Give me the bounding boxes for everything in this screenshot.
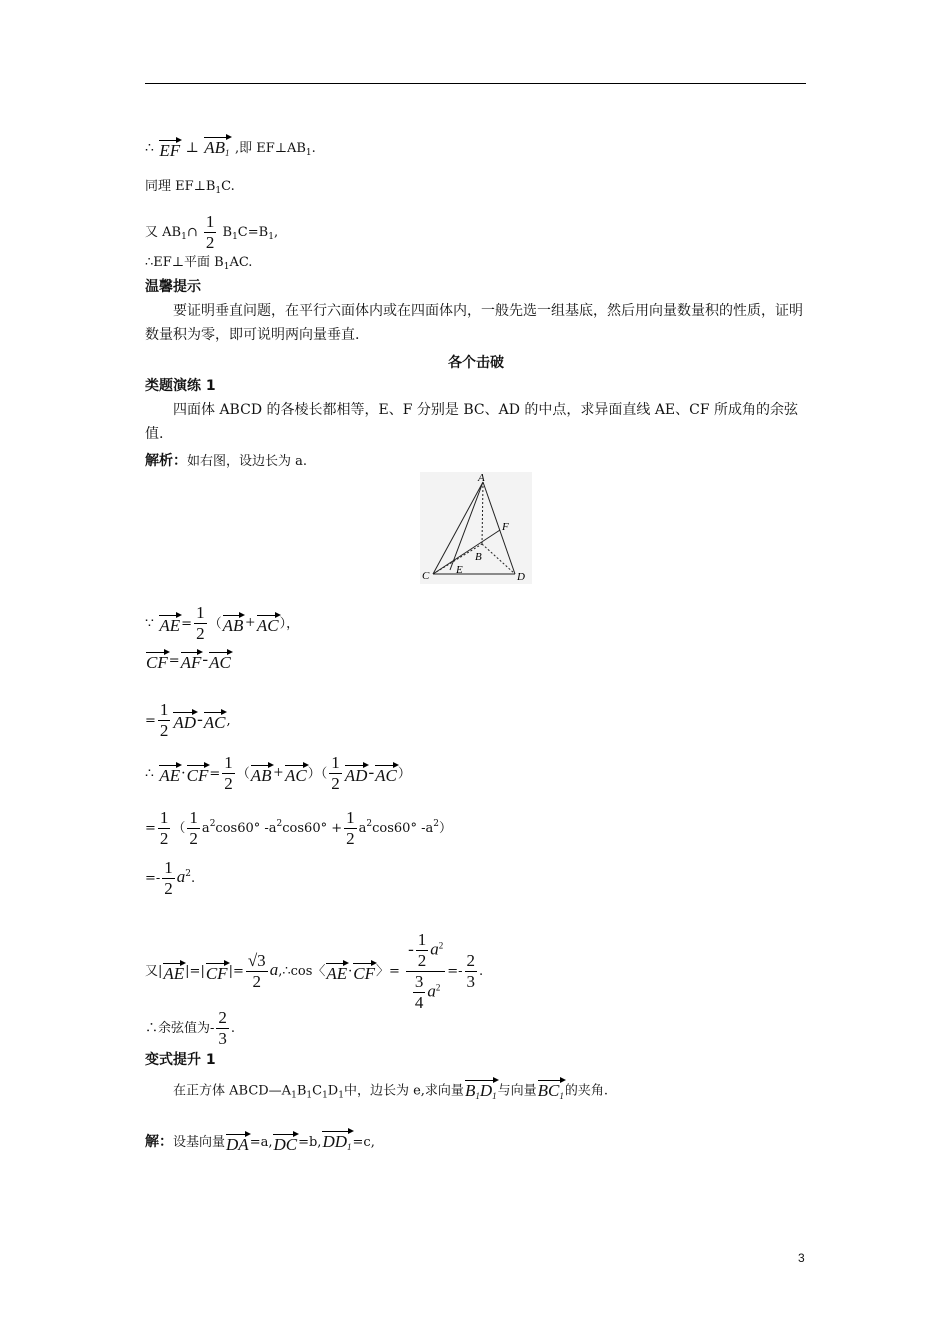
text: ∴余弦值为- xyxy=(145,1021,215,1036)
subscript: 1 xyxy=(347,1142,352,1152)
text: 又| xyxy=(145,964,163,979)
fraction-half xyxy=(194,603,207,644)
vector-text: AF xyxy=(180,653,202,672)
vector-ef xyxy=(159,136,180,161)
label-e: E xyxy=(456,564,463,576)
vector-text: AE xyxy=(159,766,181,785)
text: 〉= xyxy=(376,964,400,979)
vector-text: DC xyxy=(273,1134,298,1154)
numerator xyxy=(406,930,445,972)
equals: = xyxy=(181,616,193,632)
vector-text: CF xyxy=(205,964,228,983)
minus: - xyxy=(202,649,209,669)
denominator xyxy=(409,972,443,1013)
paren: （ xyxy=(320,766,328,782)
equals: = xyxy=(145,821,156,836)
paren: （ xyxy=(236,766,250,782)
vector-bc1 xyxy=(538,1076,564,1106)
vector-text: AC xyxy=(285,766,307,785)
minus: - xyxy=(408,939,414,959)
denominator: 2 xyxy=(159,721,169,740)
vector-text: B xyxy=(464,1081,476,1100)
fraction-half xyxy=(329,753,342,794)
text: 同理 EF⊥B xyxy=(145,179,216,194)
text: 设基向量 xyxy=(173,1135,226,1150)
fraction-complex xyxy=(406,930,445,1013)
vector-text: AC xyxy=(203,713,226,732)
equals: = xyxy=(145,713,156,729)
vector-text: AC xyxy=(209,653,231,672)
tetrahedron-figure xyxy=(420,472,532,584)
vector-ae xyxy=(159,761,180,786)
text: =c, xyxy=(352,1135,375,1150)
denominator: 2 xyxy=(196,624,205,643)
math-line-cos-value xyxy=(145,1008,235,1049)
denominator: 2 xyxy=(331,774,340,793)
vector-da xyxy=(226,1130,249,1155)
vector-ab1-text: AB xyxy=(204,138,226,157)
vector-ac xyxy=(257,611,279,636)
exercise2-heading: 变式提升 1 xyxy=(145,1052,216,1068)
vector-text: DA xyxy=(226,1134,249,1154)
subscript: 1 xyxy=(305,148,312,158)
variable-a: a xyxy=(176,867,186,886)
subscript: 1 xyxy=(225,148,230,158)
denominator: 3 xyxy=(466,972,476,991)
text: |= xyxy=(228,964,244,979)
text: =- xyxy=(447,964,463,979)
numerator: 1 xyxy=(189,808,198,827)
fraction-three-quarters xyxy=(413,972,426,1013)
dot-operator: · xyxy=(181,765,186,782)
label-b: B xyxy=(475,551,482,563)
text: cos60° xyxy=(282,821,328,836)
superscript: 2 xyxy=(435,982,441,993)
denominator: 2 xyxy=(346,829,355,848)
text: 在正方体 ABCD—A xyxy=(173,1083,292,1099)
denominator: 2 xyxy=(252,972,262,991)
denominator: 2 xyxy=(159,829,169,848)
denominator: 4 xyxy=(414,993,424,1012)
vector-ac xyxy=(209,648,231,673)
fraction-half xyxy=(158,700,171,741)
fraction-half xyxy=(344,808,357,849)
denominator: 2 xyxy=(164,879,173,898)
math-line-cos-angle xyxy=(145,930,483,1013)
fraction-half xyxy=(187,808,200,849)
subscript: 1 xyxy=(268,232,274,242)
perp-symbol: ⊥ xyxy=(185,140,199,156)
solution-label: 解析： xyxy=(145,453,187,469)
paren: ）， xyxy=(279,616,300,632)
vector-text: CF xyxy=(353,964,376,983)
text: 的夹角. xyxy=(564,1083,608,1099)
subscript: 1 xyxy=(475,1091,480,1101)
plus: + xyxy=(244,612,256,632)
vector-ad xyxy=(345,761,368,786)
text: =- xyxy=(145,871,161,886)
text: , xyxy=(273,225,279,240)
math-line-ae xyxy=(145,603,299,644)
numerator: 2 xyxy=(466,951,476,970)
fraction-half xyxy=(416,930,429,971)
vector-ab xyxy=(251,761,272,786)
text: -a xyxy=(416,821,434,836)
vector-cf xyxy=(146,648,168,673)
text: |=| xyxy=(185,964,205,979)
vector-cf xyxy=(206,959,228,984)
superscript: 2 xyxy=(366,819,373,829)
vector-af xyxy=(181,648,202,673)
vector-text: AD xyxy=(173,713,197,732)
superscript: 2 xyxy=(276,819,283,829)
equals: = xyxy=(209,766,221,782)
superscript: 2 xyxy=(433,819,439,829)
fraction-half xyxy=(162,858,175,899)
superscript: 2 xyxy=(209,819,216,829)
math-line-result xyxy=(145,858,195,899)
vector-text: CF xyxy=(146,653,168,672)
vector-ab xyxy=(223,611,244,636)
vector-ac xyxy=(375,761,397,786)
text: C. xyxy=(221,179,235,194)
text: AC. xyxy=(229,255,253,270)
line-conclusion xyxy=(145,253,252,277)
vector-text: CF xyxy=(186,766,209,785)
denominator: 2 xyxy=(205,233,215,252)
text: 又 AB xyxy=(145,225,182,240)
vector-text: AE xyxy=(159,616,181,635)
label-f: F xyxy=(502,521,509,533)
vector-ac xyxy=(204,708,226,733)
vector-dd1 xyxy=(322,1127,351,1157)
variable-a: a xyxy=(427,981,436,1001)
minus: - xyxy=(197,709,203,729)
vector-ae xyxy=(159,611,180,636)
period: . xyxy=(191,871,196,886)
text: B xyxy=(296,1083,307,1099)
subscript: 1 xyxy=(559,1091,564,1101)
page-number: 3 xyxy=(798,1251,805,1265)
math-line-dot-product xyxy=(145,753,411,794)
line-intersection xyxy=(145,212,278,253)
math-line-expand-cos xyxy=(145,808,452,849)
subscript: 1 xyxy=(322,1090,328,1101)
label-a: A xyxy=(478,472,485,484)
superscript: 2 xyxy=(185,869,192,879)
subscript: 1 xyxy=(223,262,230,272)
fraction-half xyxy=(204,212,217,253)
minus: - xyxy=(368,762,375,782)
vector-text: AE xyxy=(163,964,185,983)
text: =a, xyxy=(249,1135,273,1150)
subscript: 1 xyxy=(291,1090,297,1101)
vector-text: BC xyxy=(537,1081,560,1100)
equals: = xyxy=(168,653,180,669)
vector-cf xyxy=(187,761,209,786)
cap-symbol: ∩ xyxy=(186,225,198,240)
variable-a: a xyxy=(269,960,279,979)
text: D xyxy=(327,1083,339,1099)
plus: + xyxy=(272,762,285,782)
numerator: 1 xyxy=(159,808,169,827)
vector-ae xyxy=(326,959,347,984)
vector-b1d1 xyxy=(465,1076,497,1106)
numerator: 1 xyxy=(417,930,427,949)
subscript: 1 xyxy=(492,1091,497,1101)
text: ,即 EF⊥AB xyxy=(234,141,306,156)
variable-a: a xyxy=(430,939,439,959)
numerator: 3 xyxy=(414,972,424,991)
subscript: 1 xyxy=(306,1090,313,1101)
exercise1-solution xyxy=(145,451,307,472)
numerator: 1 xyxy=(164,858,173,877)
label-d: D xyxy=(517,571,525,583)
math-line-cf xyxy=(145,648,232,673)
text: 中，边长为 e,求向量 xyxy=(343,1083,464,1099)
text: + xyxy=(327,821,343,836)
dot-operator: · xyxy=(348,964,353,979)
paren: ） xyxy=(307,766,321,782)
vector-text: AD xyxy=(344,766,368,785)
vector-text: AB xyxy=(250,766,272,785)
text: C xyxy=(312,1083,323,1099)
section-title: 各个击破 xyxy=(448,355,504,371)
exercise1-problem: 四面体 ABCD 的各棱长都相等，E、F 分别是 BC、AD 的中点，求异面直线 AE、CF 所成角的余弦值. xyxy=(145,402,799,442)
vector-text: AE xyxy=(326,964,348,983)
numerator: 1 xyxy=(224,753,233,772)
text: cos60° xyxy=(215,821,261,836)
subscript: 1 xyxy=(338,1090,344,1101)
solution-text: 如右图，设边长为 a. xyxy=(187,454,308,469)
header-rule xyxy=(145,83,806,84)
exercise1-heading: 类题演练 1 xyxy=(145,378,216,394)
paren: （ xyxy=(208,616,222,632)
comma: , xyxy=(226,713,231,729)
text: ∴EF⊥平面 B xyxy=(145,255,224,270)
fraction-sqrt3-over-2 xyxy=(246,951,268,992)
text: C=B xyxy=(237,225,269,240)
vector-cf xyxy=(353,959,375,984)
numerator: 2 xyxy=(218,1008,227,1027)
vector-dc xyxy=(273,1130,297,1155)
therefore-symbol: ∴ xyxy=(145,765,154,782)
numerator: 1 xyxy=(205,212,215,231)
vector-ab1 xyxy=(204,133,229,163)
denominator: 3 xyxy=(218,1029,227,1048)
vector-ad xyxy=(173,708,196,733)
text: =b, xyxy=(298,1135,322,1150)
text: ,∴cos〈 xyxy=(278,964,326,979)
numerator: 1 xyxy=(331,753,340,772)
paren: （ xyxy=(172,821,186,836)
vector-ac xyxy=(285,761,307,786)
solution-label: 解： xyxy=(145,1134,173,1150)
therefore-symbol: ∴ xyxy=(145,140,154,156)
period: . xyxy=(479,964,484,979)
numerator: 1 xyxy=(196,603,205,622)
paren: ） xyxy=(397,766,411,782)
fraction-two-thirds xyxy=(465,951,478,992)
fraction-half xyxy=(222,753,235,794)
text: . xyxy=(311,141,316,156)
subscript: 1 xyxy=(181,232,187,242)
label-c: C xyxy=(422,570,430,582)
superscript: 2 xyxy=(438,940,444,951)
math-line-cf-expand xyxy=(145,700,231,741)
subscript: 1 xyxy=(215,186,222,196)
exercise2-problem xyxy=(173,1076,608,1106)
tip-heading: 温馨提示 xyxy=(145,279,201,295)
vector-text: DD xyxy=(322,1132,348,1151)
numerator: 1 xyxy=(159,700,169,719)
text: a xyxy=(358,821,367,836)
vector-ae xyxy=(163,959,184,984)
line-similarly xyxy=(145,177,235,201)
tip-body: 要证明垂直问题，在平行六面体内或在四面体内，一般先选一组基底，然后用向量数量积的性质，证明数量积为零，即可说明两向量垂直. xyxy=(145,303,803,343)
vector-text: AC xyxy=(375,766,397,785)
vector-ef-text: EF xyxy=(159,140,181,160)
paren: ） xyxy=(438,821,452,836)
denominator: 2 xyxy=(189,829,198,848)
subscript: 1 xyxy=(232,232,238,242)
text: 与向量 xyxy=(497,1083,537,1099)
vector-text: D xyxy=(479,1081,493,1100)
line-ef-perp xyxy=(145,133,316,163)
text: a xyxy=(201,821,210,836)
period: . xyxy=(230,1021,236,1036)
fraction-half xyxy=(158,808,171,849)
because-symbol: ∵ xyxy=(145,615,154,632)
fraction-two-thirds xyxy=(216,1008,229,1049)
numerator: √3 xyxy=(247,951,266,970)
exercise2-solution xyxy=(145,1127,375,1157)
text: cos60° xyxy=(372,821,417,836)
vector-text: AC xyxy=(256,616,279,635)
denominator: 2 xyxy=(224,774,233,793)
numerator: 1 xyxy=(346,808,355,827)
vector-text: AB xyxy=(222,616,244,635)
text: B xyxy=(222,225,233,240)
denominator: 2 xyxy=(417,951,427,970)
text: -a xyxy=(260,821,277,836)
